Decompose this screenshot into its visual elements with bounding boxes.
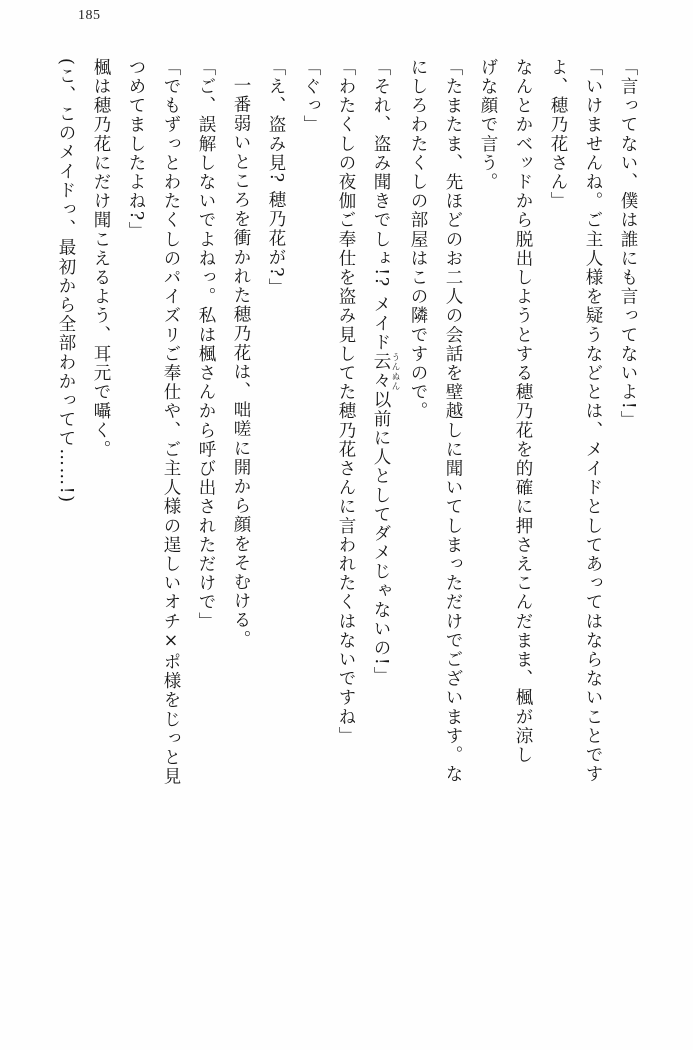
text-line: 「ご、誤解しないでよねっ。私は楓さんから呼び出されただけで」 xyxy=(196,58,216,631)
text-line: げな顔で言う。 xyxy=(478,58,498,192)
text-line: (こ、このメイドっ、最初から全部わかってて……!) xyxy=(56,58,76,504)
text-line: よ、穂乃花さん」 xyxy=(548,58,568,211)
text-line: 「わたくしの夜伽ご奉仕を盗み見してた穂乃花さんに言われたくはないですね」 xyxy=(336,58,356,746)
text-line: つめてましたよね?」 xyxy=(126,58,146,241)
text-line: 「ぐっ」 xyxy=(301,58,321,135)
text-line: 「でもずっとわたくしのパイズリご奉仕や、ご主人様の逞しいオチ×ポ様をじっと見 xyxy=(161,58,181,787)
text-line: 「たまたま、先ほどのお二人の会話を壁越しに聞いてしまっただけでございます。な xyxy=(443,58,463,784)
text-line: なんとかベッドから脱出しようとする穂乃花を的確に押さえこんだまま、楓が涼し xyxy=(513,58,533,765)
text-line: 楓は穂乃花にだけ聞こえるよう、耳元で囁く。 xyxy=(91,58,111,460)
text-line: 「え、盗み見? 穂乃花が?」 xyxy=(266,58,286,298)
ruby-line-prefix: 「それ、盗み聞きでしょ!? メイド xyxy=(371,58,391,353)
text-line: にしろわたくしの部屋はこの隣ですので。 xyxy=(408,58,428,421)
text-line-with-ruby xyxy=(363,58,400,1010)
ruby-line-suffix: 以前に人としてダメじゃないの!」 xyxy=(371,390,391,686)
ruby-base: 云々 xyxy=(371,352,391,391)
text-line: 「言ってない、僕は誰にも言ってないよ!」 xyxy=(618,58,638,430)
ruby-annotation xyxy=(371,352,400,391)
page-number: 185 xyxy=(78,8,101,23)
text-line: 一番弱いところを衝かれた穂乃花は、咄嗟に開から顔をそむける。 xyxy=(231,75,251,649)
text-line: 「いけませんね。ご主人様を疑うなどとは、メイドとしてあってはならないことです xyxy=(583,58,603,784)
novel-body-text xyxy=(48,58,645,1010)
ruby-reading: うんぬん xyxy=(390,352,400,391)
